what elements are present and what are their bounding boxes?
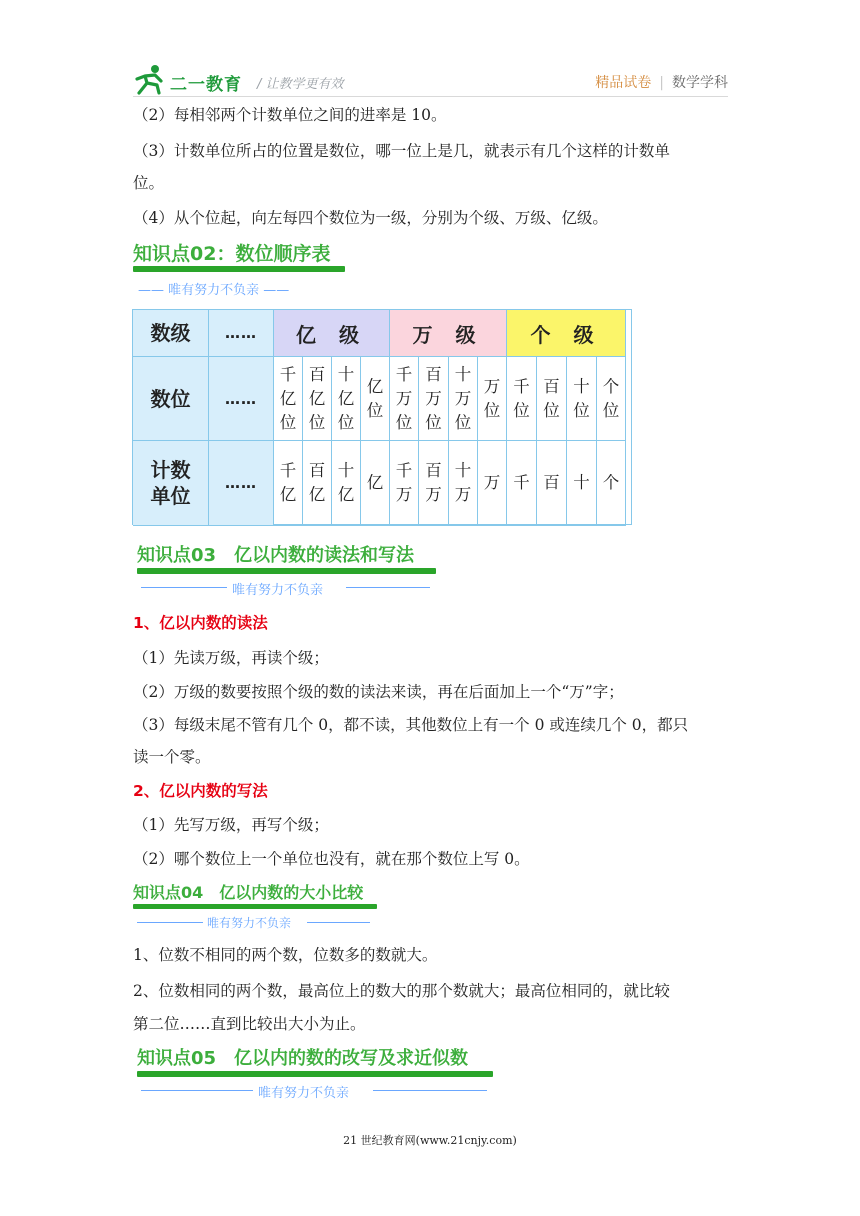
group-header: 亿 级	[274, 310, 390, 357]
compare-line: 第二位……直到比较出大小为止。	[133, 1015, 366, 1033]
section-title-bar	[137, 1071, 493, 1077]
header-separator: |	[659, 75, 664, 91]
place-cell	[537, 357, 567, 441]
place-cell	[274, 357, 303, 441]
section-title-bar	[133, 266, 345, 272]
unit-cell	[274, 441, 303, 526]
logo-runner-icon	[133, 63, 169, 95]
section-subtitle-line	[137, 922, 203, 923]
place-label: 百位	[543, 376, 560, 420]
place-cell	[478, 357, 507, 441]
compare-line: 2、位数相同的两个数，最高位上的数大的那个数就大；最高位相同的，就比较	[133, 982, 670, 1000]
place-label: 万位	[483, 376, 501, 420]
section-title: 知识点04 亿以内数的大小比较	[133, 883, 364, 902]
place-cell	[390, 357, 419, 441]
read-line: （3）每级末尾不管有几个 0，都不读，其他数位上有一个 0 或连续几个 0，都只	[133, 716, 689, 734]
page-footer: 21 世纪教育网(www.21cnjy.com)	[343, 1134, 517, 1147]
place-label: 十万位	[454, 364, 472, 432]
place-label: 个位	[602, 376, 620, 420]
write-line: （2）哪个数位上一个单位也没有，就在那个数位上写 0。	[133, 850, 530, 868]
group-header: 个 级	[507, 310, 626, 357]
unit-label: 千	[513, 473, 530, 492]
unit-label: 亿	[366, 473, 384, 492]
unit-cell	[390, 441, 419, 526]
unit-cell	[361, 441, 390, 526]
intro-line: 位。	[133, 174, 165, 192]
place-cell	[567, 357, 597, 441]
place-cell	[419, 357, 449, 441]
subheading: 1、亿以内数的读法	[133, 614, 268, 632]
row-header: 数级	[133, 310, 209, 357]
unit-cell	[537, 441, 567, 526]
intro-line: （2）每相邻两个计数单位之间的进率是 10。	[133, 106, 447, 124]
place-value-table	[132, 309, 632, 525]
unit-label: 千亿	[279, 461, 297, 504]
read-line: （2）万级的数要按照个级的数的读法来读，再在后面加上一个“万”字；	[133, 683, 624, 701]
unit-cell	[303, 441, 332, 526]
unit-label: 万	[483, 473, 501, 492]
section-subtitle: 唯有努力不负亲	[232, 583, 324, 598]
section-subtitle: —— 唯有努力不负亲 ——	[138, 283, 290, 298]
subheading: 2、亿以内数的写法	[133, 782, 268, 800]
intro-line: （3）计数单位所占的位置是数位，哪一位上是几，就表示有几个这样的计数单	[133, 142, 670, 160]
place-label: 亿位	[366, 376, 384, 420]
unit-label: 个	[602, 473, 620, 492]
header-right	[595, 72, 728, 92]
section-title-bar	[137, 568, 436, 574]
write-line: （1）先写万级，再写个级；	[133, 816, 329, 834]
unit-label: 十亿	[337, 461, 355, 504]
row-header: 计数 单位	[133, 441, 209, 526]
unit-label: 百	[543, 473, 560, 492]
section-title-bar	[133, 904, 377, 909]
place-cell	[303, 357, 332, 441]
place-cell	[449, 357, 478, 441]
unit-cell	[419, 441, 449, 526]
read-line: 读一个零。	[133, 748, 211, 766]
unit-cell	[332, 441, 361, 526]
place-label: 十位	[573, 376, 590, 420]
row-header: 数位	[133, 357, 209, 441]
place-label: 千位	[513, 376, 530, 420]
place-cell	[361, 357, 390, 441]
section-subtitle: 唯有努力不负亲	[258, 1086, 350, 1101]
place-cell	[332, 357, 361, 441]
unit-label: 十万	[454, 461, 472, 504]
section-title: 知识点05 亿以内的数的改写及求近似数	[137, 1048, 469, 1069]
header-subject: 数学学科	[672, 75, 728, 91]
section-subtitle-line	[307, 922, 370, 923]
ellipsis-cell: ……	[209, 357, 274, 441]
unit-label: 百亿	[308, 461, 326, 504]
read-line: （1）先读万级，再读个级；	[133, 649, 329, 667]
group-header: 万 级	[390, 310, 507, 357]
header-label: 精品试卷	[595, 75, 652, 91]
compare-line: 1、位数不相同的两个数，位数多的数就大。	[133, 946, 438, 964]
section-title: 知识点03 亿以内数的读法和写法	[137, 545, 415, 566]
ellipsis-cell: ……	[209, 310, 274, 357]
unit-cell	[597, 441, 626, 526]
slogan: / 让教学更有效	[257, 77, 344, 92]
section-subtitle-line	[141, 1090, 253, 1091]
place-label: 千亿位	[279, 364, 297, 432]
unit-label: 十	[573, 473, 590, 492]
place-label: 十亿位	[337, 364, 355, 432]
place-label: 百万位	[425, 364, 442, 432]
intro-line: （4）从个位起，向左每四个数位为一级，分别为个级、万级、亿级。	[133, 209, 608, 227]
section-subtitle: 唯有努力不负亲	[207, 916, 292, 930]
place-label: 百亿位	[308, 364, 326, 432]
ellipsis-cell: ……	[209, 441, 274, 526]
section-subtitle-line	[141, 587, 227, 588]
unit-label: 百万	[425, 461, 442, 504]
header-divider	[133, 96, 728, 97]
section-subtitle-line	[373, 1090, 487, 1091]
unit-cell	[478, 441, 507, 526]
place-cell	[597, 357, 626, 441]
unit-cell	[449, 441, 478, 526]
section-title: 知识点02：数位顺序表	[133, 243, 331, 265]
unit-cell	[507, 441, 537, 526]
section-subtitle-line	[346, 587, 430, 588]
logo-text: 二一教育	[170, 75, 242, 95]
unit-cell	[567, 441, 597, 526]
place-label: 千万位	[395, 364, 413, 432]
unit-label: 千万	[395, 461, 413, 504]
place-cell	[507, 357, 537, 441]
